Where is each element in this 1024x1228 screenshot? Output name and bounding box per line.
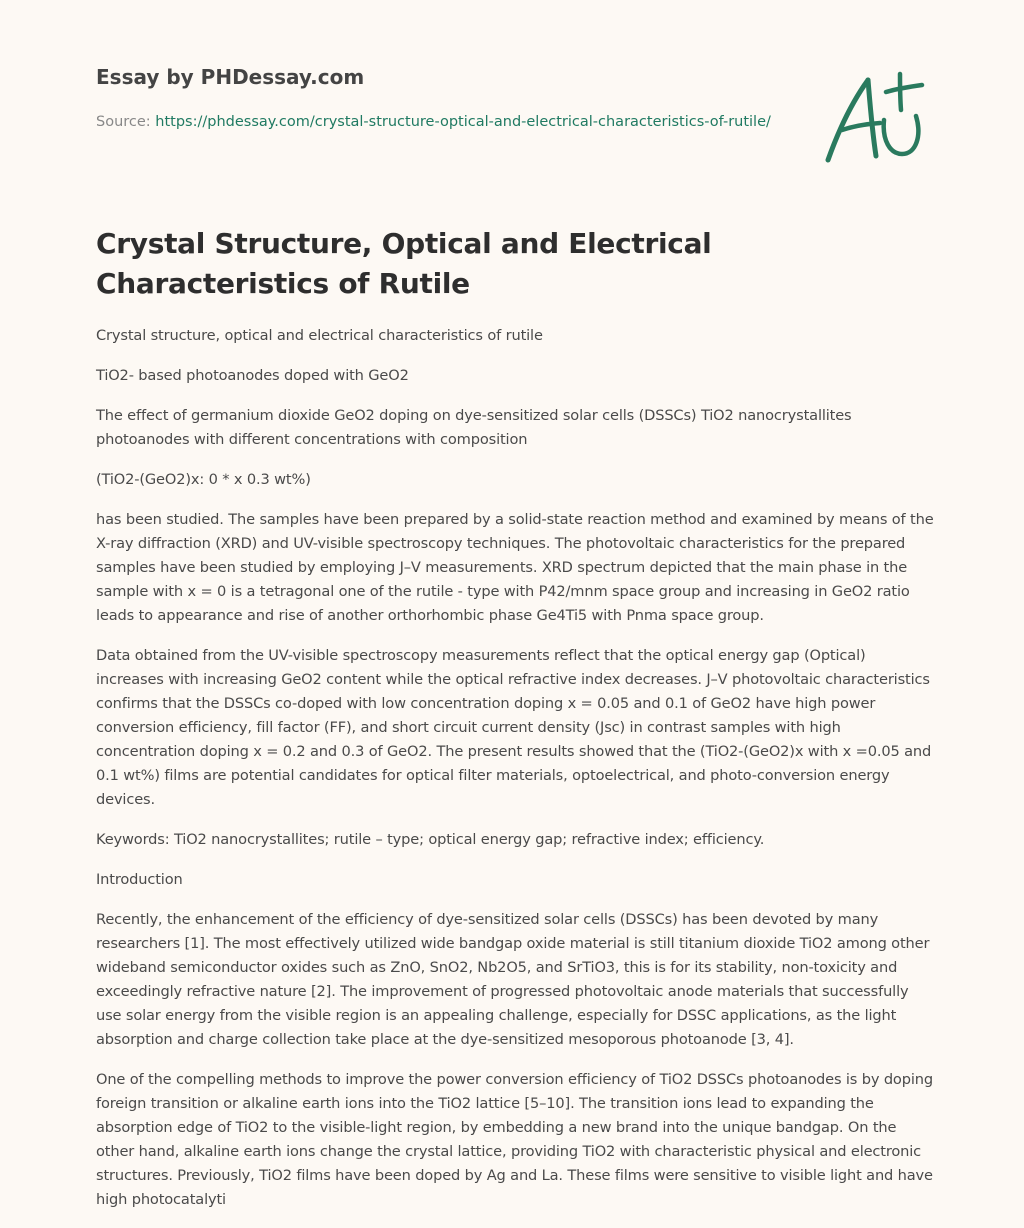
source-link[interactable]: https://phdessay.com/crystal-structure-optical-and-electrical-characteristics-of-rutile/ [155,114,771,130]
paragraph: Data obtained from the UV-visible spectroscopy measurements reflect that the optical energy gap (Optical) increases with increasing GeO2 content while the optical refractive index decreases. J–V photovoltaic characteristics confirms that the DSSCs co-doped with low concentration doping x = 0.05 and 0.1 of GeO2 have high power conversion efficiency, fill factor (FF), and short circuit current density (Jsc) in contrast samples with high concentration doping x = 0.2 and 0.3 of GeO2. The present results showed that the (TiO2-(GeO2)x with x =0.05 and 0.1 wt%) films are potential candidates for optical filter materials, optoelectrical, and photo-conversion energy devices. [96,647,932,808]
page-title: Crystal Structure, Optical and Electrical Characteristics of Rutile [96,227,712,300]
site-brand: Essay by PHDessay.com [96,65,365,89]
paragraph: TiO2- based photoanodes doped with GeO2 [96,367,409,384]
section-heading-introduction: Introduction [96,871,183,888]
keywords-paragraph: Keywords: TiO2 nanocrystallites; rutile – type; optical energy gap; refractive index; efficiency. [96,831,765,848]
paragraph: One of the compelling methods to improve the power conversion efficiency of TiO2 DSSCs photoanodes is by doping foreign transition or alkaline earth ions into the TiO2 lattice [5–10]. The transition ions lead to expanding the absorption edge of TiO2 to the visible-light region, by embedding a new brand into the unique bandgap. On the other hand, alkaline earth ions change the crystal lattice, providing TiO2 with characteristic physical and electronic structures. Previously, TiO2 films have been doped by Ag and La. These films were sensitive to visible light and have high photocatalyti [96,1071,933,1208]
paragraph: (TiO2-(GeO2)x: 0 * x 0.3 wt%) [96,471,311,488]
source-line [96,111,776,134]
a-plus-grade-icon [824,68,926,166]
article-body [96,324,936,1228]
paragraph: The effect of germanium dioxide GeO2 doping on dye-sensitized solar cells (DSSCs) TiO2 nanocrystallites photoanodes with different concentrations with composition [96,407,852,448]
paragraph: Recently, the enhancement of the efficiency of dye-sensitized solar cells (DSSCs) has been devoted by many researchers [1]. The most effectively utilized wide bandgap oxide material is still titanium dioxide TiO2 among other wideband semiconductor oxides such as ZnO, SnO2, Nb2O5, and SrTiO3, this is for its stability, non-toxicity and exceedingly refractive nature [2]. The improvement of progressed photovoltaic anode materials that successfully use solar energy from the visible region is an appealing challenge, especially for DSSC applications, as the light absorption and charge collection take place at the dye-sensitized mesoporous photoanode [3, 4]. [96,911,930,1048]
paragraph: has been studied. The samples have been prepared by a solid-state reaction method and examined by means of the X-ray diffraction (XRD) and UV-visible spectroscopy techniques. The photovoltaic characteristics for the prepared samples have been studied by employing J–V measurements. XRD spectrum depicted that the main phase in the sample with x = 0 is a tetragonal one of the rutile - type with P42/mnm space group and increasing in GeO2 ratio leads to appearance and rise of another orthorhombic phase Ge4Ti5 with Pnma space group. [96,511,934,624]
source-label: Source: [96,114,156,130]
paragraph: Crystal structure, optical and electrical characteristics of rutile [96,327,543,344]
